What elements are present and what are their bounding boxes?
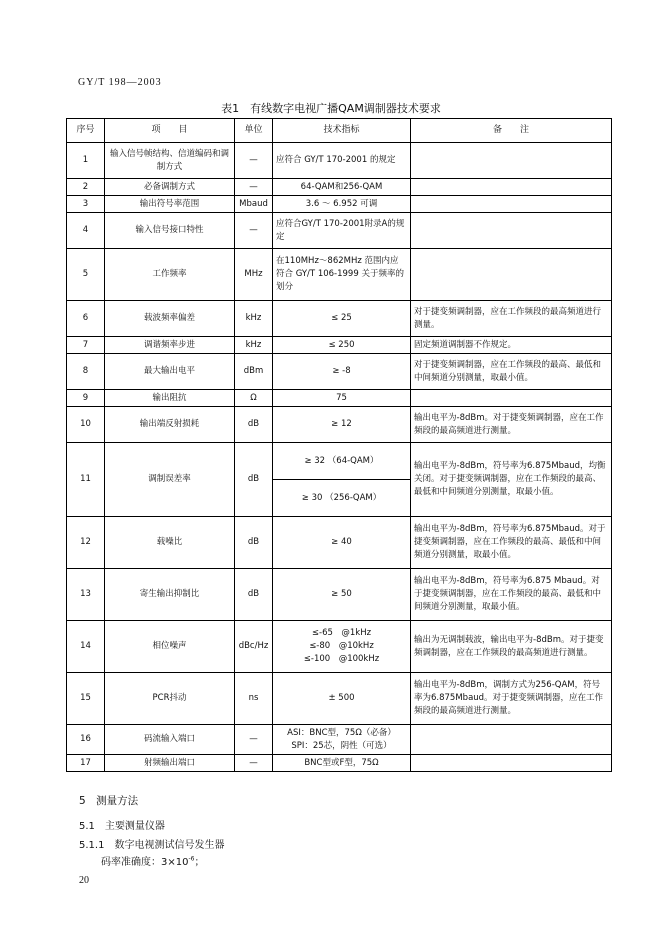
row-unit: kHz: [235, 337, 273, 354]
page-number: 20: [79, 875, 89, 886]
accuracy-exponent: -6: [188, 855, 195, 863]
table-row: [67, 354, 612, 390]
column-header: 技术指标: [273, 119, 411, 143]
spec-line: 64-QAM和256-QAM: [300, 181, 383, 192]
row-spec: [273, 673, 411, 725]
row-spec: [273, 337, 411, 354]
table-row: [67, 196, 612, 213]
row-item: 输入信号接口特性: [105, 213, 235, 249]
row-number: 12: [67, 517, 105, 569]
row-unit: —: [235, 755, 273, 772]
spec-line: SPI：25芯，阴性（可选）: [291, 740, 392, 751]
spec-line: ≥ 30 （256-QAM）: [301, 492, 382, 503]
row-unit: Ω: [235, 390, 273, 407]
row-unit: dB: [235, 443, 273, 517]
row-unit: MHz: [235, 249, 273, 301]
row-number: 10: [67, 407, 105, 443]
row-item: 载噪比: [105, 517, 235, 569]
row-unit: kHz: [235, 301, 273, 337]
row-spec: [273, 179, 411, 196]
row-unit: —: [235, 143, 273, 179]
row-note: [411, 213, 612, 249]
row-unit: dB: [235, 517, 273, 569]
table-row: [67, 213, 612, 249]
row-spec: [273, 480, 411, 517]
row-item: 寄生输出抑制比: [105, 569, 235, 621]
row-spec: [273, 213, 411, 249]
row-item: 必备调制方式: [105, 179, 235, 196]
spec-line: ± 500: [328, 693, 355, 704]
row-number: 17: [67, 755, 105, 772]
row-spec: [273, 569, 411, 621]
row-note: [411, 249, 612, 301]
row-note: 固定频道调制器不作规定。: [411, 337, 612, 354]
row-spec: [273, 354, 411, 390]
table-row: [67, 390, 612, 407]
row-spec: [273, 249, 411, 301]
table-row: [67, 755, 612, 772]
row-item: 工作频率: [105, 249, 235, 301]
spec-line: ≥ 40: [331, 537, 352, 548]
row-spec: [273, 390, 411, 407]
row-spec: [273, 443, 411, 480]
row-item: 码流输入端口: [105, 725, 235, 755]
row-unit: dBc/Hz: [235, 621, 273, 673]
row-number: 11: [67, 443, 105, 517]
spec-line: 在110MHz～862MHz 范围内应符合 GY/T 106-1999 关于频率的划分: [276, 256, 404, 292]
subsection-heading: 5.1.1 数字电视测试信号发生器: [79, 840, 225, 851]
row-unit: dB: [235, 407, 273, 443]
table-row: [67, 517, 612, 569]
table-row: [67, 725, 612, 755]
row-item: 调谐频率步进: [105, 337, 235, 354]
row-number: 16: [67, 725, 105, 755]
row-number: 15: [67, 673, 105, 725]
row-spec: [273, 301, 411, 337]
spec-line: 75: [336, 392, 347, 403]
row-item: 输出端反射损耗: [105, 407, 235, 443]
row-spec: [273, 196, 411, 213]
row-item: 载波频率偏差: [105, 301, 235, 337]
section-heading: 5 测量方法: [79, 795, 139, 807]
row-item: 相位噪声: [105, 621, 235, 673]
spec-line: ≤ 25: [331, 313, 352, 324]
table-row: [67, 443, 612, 480]
table-row: [67, 673, 612, 725]
column-header: 序号: [67, 119, 105, 143]
row-note: 输出电平为-8dBm，符号率为6.875Mbaud。对于捷变频调制器，应在工作频段的最高、最低和中间频道分别测量，取最小值。: [411, 517, 612, 569]
spec-line: ≤-100 @100kHz: [303, 653, 380, 664]
row-number: 4: [67, 213, 105, 249]
table-row: [67, 621, 612, 673]
table-row: [67, 249, 612, 301]
row-spec: [273, 407, 411, 443]
row-spec: [273, 143, 411, 179]
table-row: [67, 143, 612, 179]
row-number: 1: [67, 143, 105, 179]
row-number: 5: [67, 249, 105, 301]
row-item: 射频输出端口: [105, 755, 235, 772]
row-unit: ns: [235, 673, 273, 725]
row-unit: —: [235, 725, 273, 755]
column-header: 备 注: [411, 119, 612, 143]
row-unit: dB: [235, 569, 273, 621]
spec-line: ≥ 50: [331, 589, 352, 600]
table-row: [67, 569, 612, 621]
spec-line: 应符合GY/T 170-2001附录A的规定: [276, 218, 405, 242]
row-item: 输入信号帧结构、信道编码和调制方式: [105, 143, 235, 179]
table-row: [67, 179, 612, 196]
accuracy-label: 码率准确度：3×10: [101, 857, 189, 868]
spec-line: ASI：BNC型，75Ω（必备）: [287, 727, 396, 738]
row-note: [411, 196, 612, 213]
row-unit: —: [235, 179, 273, 196]
row-note: 对于捷变频调制器，应在工作频段的最高、最低和中间频道分别测量，取最小值。: [411, 354, 612, 390]
accuracy-tail: ；: [194, 857, 205, 868]
table-caption: 表1 有线数字电视广播QAM调制器技术要求: [221, 102, 441, 115]
row-note: 对于捷变频调制器，应在工作频段的最高频道进行测量。: [411, 301, 612, 337]
row-spec: [273, 621, 411, 673]
spec-line: 3.6 ～ 6.952 可调: [305, 198, 378, 209]
row-note: [411, 755, 612, 772]
row-number: 13: [67, 569, 105, 621]
spec-line: 应符合 GY/T 170-2001 的规定: [276, 155, 396, 166]
row-note: 输出电平为-8dBm，符号率为6.875Mbaud，均衡关闭。对于捷变频调制器，应在工作频段的最高、最低和中间频道分别测量，取最小值。: [411, 443, 612, 517]
row-item: 最大输出电平: [105, 354, 235, 390]
row-number: 7: [67, 337, 105, 354]
row-unit: dBm: [235, 354, 273, 390]
row-number: 3: [67, 196, 105, 213]
row-number: 8: [67, 354, 105, 390]
table-header-row: [67, 119, 612, 143]
table-row: [67, 407, 612, 443]
row-item: 输出符号率范围: [105, 196, 235, 213]
spec-line: BNC型或F型，75Ω: [304, 757, 379, 768]
row-spec: [273, 755, 411, 772]
row-unit: —: [235, 213, 273, 249]
spec-line: ≤-65 @1kHz: [311, 628, 372, 639]
spec-line: ≥ -8: [332, 366, 351, 377]
spec-line: ≥ 12: [331, 419, 352, 430]
column-header: 单位: [235, 119, 273, 143]
row-note: 输出电平为-8dBm，调制方式为256-QAM，符号率为6.875Mbaud。对于捷变频调制器，应在工作频段的最高频道进行测量。: [411, 673, 612, 725]
row-number: 6: [67, 301, 105, 337]
row-item: 调制误差率: [105, 443, 235, 517]
row-spec: [273, 517, 411, 569]
row-number: 14: [67, 621, 105, 673]
row-number: 2: [67, 179, 105, 196]
row-number: 9: [67, 390, 105, 407]
row-note: 输出电平为-8dBm。对于捷变频调制器，应在工作频段的最高频道进行测量。: [411, 407, 612, 443]
spec-table: [66, 118, 612, 772]
standard-header: GY/T 198—2003: [78, 77, 162, 88]
row-unit: Mbaud: [235, 196, 273, 213]
row-note: 输出电平为-8dBm，符号率为6.875 Mbaud。对于捷变频调制器，应在工作频段的最高、最低和中间频道分别测量，取最小值。: [411, 569, 612, 621]
row-spec: [273, 725, 411, 755]
spec-line: ≥ 32 （64-QAM）: [304, 455, 379, 466]
subsection-heading: 5.1 主要测量仪器: [79, 821, 165, 832]
row-note: 输出为无调制载波，输出电平为-8dBm。对于捷变频调制器，应在工作频段的最高频道进行测量。: [411, 621, 612, 673]
table-row: [67, 337, 612, 354]
row-item: 输出阻抗: [105, 390, 235, 407]
row-note: [411, 725, 612, 755]
row-note: [411, 390, 612, 407]
row-item: PCR抖动: [105, 673, 235, 725]
spec-line: ≤-80 @10kHz: [309, 641, 374, 652]
spec-line: ≤ 250: [328, 339, 355, 350]
row-note: [411, 143, 612, 179]
row-note: [411, 179, 612, 196]
column-header: 项 目: [105, 119, 235, 143]
table-row: [67, 301, 612, 337]
accuracy-line: [101, 853, 204, 868]
